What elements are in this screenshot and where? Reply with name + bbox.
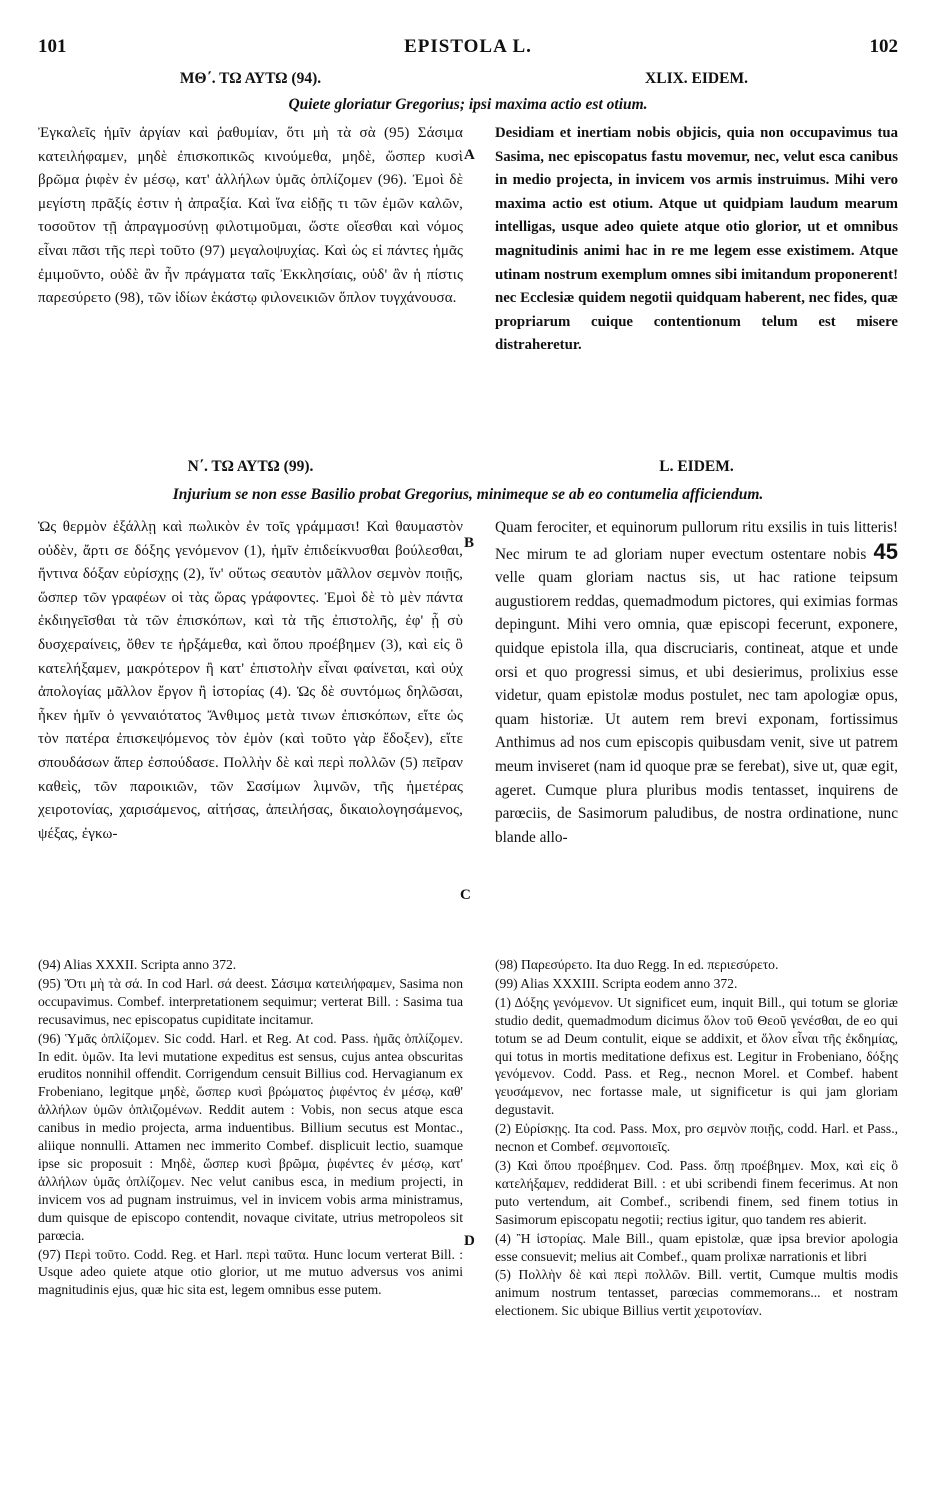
footnote: (96) Ὑμᾶς ὁπλίζομεν. Sic codd. Harl. et Reg. At cod. Pass. ἡμᾶς ὁπλίζομεν. In edit. ὑμῶν. Ita levi mutatione expeditus est sensus, cujus antea obscuritas eruditos nonnihil offendit. Corrigendum censuit Billius cod. Hervagianum ex Frobeniano, legitque μηδὲ, ὥσπερ κυσὶ βρώματος ῥιφέντος ἐν μέσῳ, καθ' ἀλλήλων ὑμῶν ὁπλιζομένων. Reddit autem : Vobis, non secus atque esca canibus in medio projecta, arma induentibus. Billium secutus est Montac., aliique nonnulli. Attamen nec immerito Combef. displicuit lectio, suamque ipse sic proposuit : Μηδὲ, ὥσπερ κυσὶ βρῶμα, ῥιφέντες ἐν μέσῳ, κατ' ἀλλήλων ὑμᾶς ὁπλίζομεν. Nec velut canibus esca, in medium projecti, in invicem vos ad pugnam instruimus, vel in invicem vobis arma ministramus, dum quisque de episcopo contendit, novaque civitate, utrius metropoleos sit parœcia. (38, 1030, 463, 1243)
margin-marker-b: B (464, 535, 475, 551)
margin-marker-c: C (460, 887, 471, 903)
left-page-number: 101 (38, 36, 67, 57)
footnote: (2) Εὑρίσκῃς. Ita cod. Pass. Mox, pro σεμνὸν ποιῇς, codd. Harl. et Pass., necnon et Combef. σεμνοποιεῖς. (495, 1121, 898, 1155)
column-number: 45 (873, 538, 898, 564)
right-page-number: 102 (869, 36, 898, 57)
footnote: (5) Πολλὴν δὲ καὶ περὶ πολλῶν. Bill. vertit, Cumque multis modis animum nostrum tentasset, parœcias commemorans... et nostram electionem. Sic ubique Billius vertit χειροτονίαν. (495, 1267, 898, 1319)
letter50-latin-title: L. EIDEM. (659, 458, 734, 475)
letter49-summary: Quiete gloriatur Gregorius; ipsi maxima actio est otium. (288, 96, 648, 113)
margin-marker-a: A (464, 147, 475, 163)
letter50-greek-text: Ὡς θερμὸν ἐξάλλῃ καὶ πωλικὸν ἐν τοῖς γράμμασι! Καὶ θαυμαστὸν οὐδὲν, ἄρτι σε δόξης γενόμενον (1), ἡμῖν ἐπιδείκνυσθαι βούλεσθαι, ἥντινα δόξαν εὐρίσχῃς (2), ἵν' οὕτως σεαυτὸν μᾶλλον σεμνὸν ποιῇς, ὥσπερ τῶν γραφέων οἱ τὰς ὥρας γράφοντες. Ἐμοὶ δὲ τὸ μὲν πάντα ἐκδιηγεῖσθαι τὰ τῶν ἐπισκόπων, καὶ τὰ τῆς ἐπιστολῆς, ἐφ' ᾗ σὺ δυσχεραίνεις, ὅθεν τε ἠρξάμεθα, καὶ ὅπου προέβημεν (3), καὶ εἰς ὃ κατελήξαμεν, μακρότερον ἢ κατ' ἐπιστολὴν εἶναι φαίνεται, καὶ οὐχ ἀπολογίας μᾶλλον ἔργον ἢ ἱστορίας (4). Ὡς δὲ συντόμως δηλῶσαι, ἧκεν ἡμῖν ὁ γενναιότατος Ἄνθιμος μετὰ τινων ἐπισκόπων, εἴτε ὡς τὸν πατέρα ἐπισκεψόμενος τὸν ἐμὸν (καὶ τοῦτο γὰρ ἔδοξεν), εἴτε σπουδάσων ἅπερ ἐσπούδασε. Πολλὴν δὲ καὶ περὶ πολλῶν (5) πεῖραν καθεὶς, τῶν παροικιῶν, τῶν Σασίμων λιμνῶν, τῆς ἡμετέρας χειροτονίας, χαρισάμενος, αἰτήσας, ἀπειλήσας, δικαιολογησάμενος, ψέξας, ἐγκω- (38, 519, 463, 842)
footnote: (1) Δόξης γενόμενον. Ut significet eum, inquit Bill., qui totum se gloriæ studio dedit, quemadmodum dicimus ὅλον τοῦ Θεοῦ γενέσθαι, de eo qui totum se ad Deum contulit, eique se addixit, et ὅλον εἶναι τῆς ἐκδημίας, qui totus in mortis meditatione defixus est. Legitur in Frobeniano, δόξης γενόμενον. Codd. Pass. et Reg., necnon Morel. et Combef. habent γευσάμενον, nec fortasse male, ut significetur is qui jam gloriam degustavit. (495, 994, 898, 1118)
letter50-latin-text-part1: Quam ferociter, et equinorum pullorum ritu exsilis in tuis litteris! Nec mirum te ad gloriam nuper evectum ostentare nobis (495, 519, 898, 563)
letter49-greek-text: Ἐγκαλεῖς ἡμῖν ἀργίαν καὶ ῥαθυμίαν, ὅτι μὴ τὰ σὰ (95) Σάσιμα κατειλήφαμεν, μηδὲ ἐπισκοπικῶς κινούμεθα, μηδὲ, ὥσπερ κυσὶ βρῶμα ῥιφὲν ἐν μέσῳ, κατ' ἀλλήλων ὑμᾶς ὁπλίζομεν (96). Ἐμοὶ δὲ μεγίστη πρᾶξίς ἐστιν ἡ ἀπραξία. Καὶ ἵνα εἰδῇς τι τῶν ἐμῶν καλῶν, τοσοῦτον τῇ ἀπραγμοσύνῃ φιλοτιμοῦμαι, ὥστε οἴεσθαι καὶ νόμος εἶναι πᾶσι τῆς περὶ τοῦτο (97) μεγαλοψυχίας. Καὶ ὡς εἰ πάντες ἡμᾶς ἐμιμοῦντο, οὐδὲ ἂν ἦν πράγματα ταῖς Ἐκκλησίαις, οὐδ' ἂν ἡ πίστις παρεσύρετο (98), τῶν ἰδίων ἑκάστῳ φιλονεικιῶν ὅπλον τυγχάνουσα. (38, 125, 463, 307)
letter50-summary: Injurium se non esse Basilio probat Gregorius, minimeque se ab eo contumelia afficiendum. (172, 486, 764, 503)
footnotes-right (495, 956, 898, 1321)
footnote: (94) Alias XXXII. Scripta anno 372. (38, 957, 237, 972)
running-header (38, 36, 898, 62)
letter50-greek-title: Ν΄. ΤΩ ΑΥΤΩ (99). (187, 458, 314, 475)
footnote: (98) Παρεσύρετο. Ita duo Regg. In ed. περιεσύρετο. (495, 957, 779, 972)
letter49-greek-title: ΜΘ΄. ΤΩ ΑΥΤΩ (94). (179, 70, 322, 87)
footnote: (97) Περὶ τοῦτο. Codd. Reg. et Harl. περὶ ταῦτα. Hunc locum verterat Bill. : Usque adeo quiete atque otio glorior, ut me mutuo adversus vos animi magnitudinis ejus, quæ hic sita est, legem omnibus esse putem. (38, 1246, 463, 1298)
letter49-latin-text: Desidiam et inertiam nobis objicis, quia non occupavimus tua Sasima, nec episcopatus fastu movemur, nec, velut esca canibus in medio projecta, in invicem vos armis instruimus. Mihi vero maxima actio est otium. Atque ut quidpiam laudum mearum intelligas, usque adeo quiete atque otio glorior, ut et omnibus magnitudinis animi hac in re me legem esse existimem. Atque utinam nostrum exemplum omnes sibi imitandum proponerent! nec Ecclesiæ quidem negotii quidquam haberent, nec fides, quæ propriarum cuique contentionum telum est misere distraheretur. (495, 125, 898, 354)
margin-marker-d: D (464, 1233, 475, 1249)
running-title: EPISTOLA L. (404, 36, 532, 57)
footnote: (95) Ὅτι μὴ τὰ σά. In cod Harl. σά deest. Σάσιμα κατειλήφαμεν, Sasima non occupavimus. Combef. interpretationem sequimur; verterat Bill. : Sasima tua recusavimus, nec episcopatus cupiditate incitamur. (38, 975, 463, 1027)
letter50-latin-text (495, 516, 898, 849)
footnote: (4) Ἢ ἱστορίας. Male Bill., quam epistolæ, quæ ipsa brevior apologia esse consuevit; melius ait Combef., quam prolixæ narrationis et libri (495, 1230, 898, 1264)
footnote: (3) Καὶ ὅπου προέβημεν. Cod. Pass. ὅπῃ προέβημεν. Mox, καὶ εἰς ὃ κατελήξαμεν, reddiderat Bill. : et ubi scribendi finem fecerimus. At non puto vertendum, ait Combef., scribendi finem, sed finem totius in Sasimorum episcopatu negotii; rectius igitur, quo tandem res abierit. (495, 1157, 898, 1227)
letter49-latin-title: XLIX. EIDEM. (645, 70, 748, 87)
footnotes-left (38, 956, 463, 1300)
footnote: (99) Alias XXXIII. Scripta eodem anno 372. (495, 975, 738, 991)
letter50-latin-text-part2: velle quam gloriam nactus sis, ut hac ratione teipsum augustiorem reddas, quemadmodum pictores, qui eximias formas depingunt. Mihi vero omnia, quæ episcopi fecerunt, exponere, quidque epistola illa, qua discruciaris, contineat, atque et unde orsi et quo progressi simus, et ubi desierimus, prolixius esse videtur, quam epistolæ modus postulet, nec tam apologiæ opus, quam historiæ. Ut autem rem brevi exponam, fortissimus Anthimus ad nos cum episcopis quibusdam venit, sive ut patrem meum inviseret (nam id quoque præ se ferebat), sive ut, quæ egit, ageret. Cumque plura pluribus modis tentasset, inquirens de parœciis, de Sasimorum paludibus, de nostra ordinatione, nunc blande allo- (495, 569, 898, 846)
